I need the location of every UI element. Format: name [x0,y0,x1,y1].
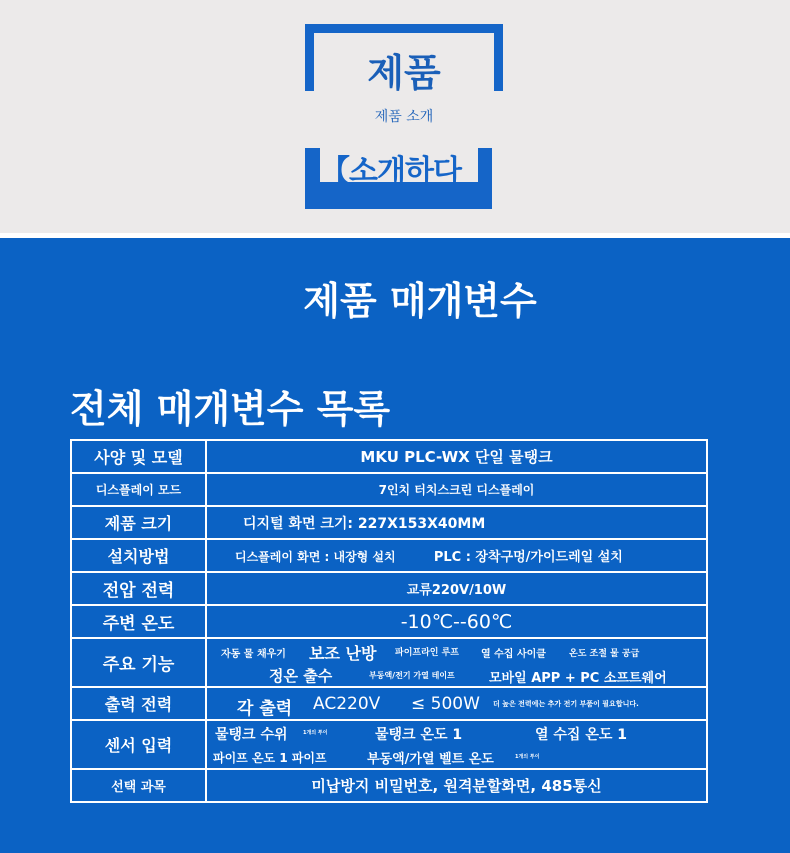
row-value-ambient: -10℃--60℃ [206,605,707,638]
row-value-model: MKU PLC-WX 단일 물탱크 [206,440,707,473]
output-each: 각 출력 [237,699,293,719]
spec-table [70,439,708,803]
table-row [71,769,707,802]
sensor-item: 물탱크 수위 [215,727,288,743]
row-label-display: 디스플레이 모드 [71,473,206,506]
row-value-install [206,539,707,572]
table-row [71,605,707,638]
sensor-item: 물탱크 온도 1 [375,727,463,743]
table-row [71,720,707,769]
table-row [71,638,707,687]
table-row [71,473,707,506]
row-label-options: 선택 과목 [71,769,206,802]
row-value-size: 디지털 화면 크기: 227X153X40MM [206,506,707,539]
function-item: 열 수집 사이클 [481,649,546,660]
list-title: 전체 매개변수 목록 [70,387,391,431]
row-value-voltage: 교류220V/10W [206,572,707,605]
row-label-model: 사양 및 모델 [71,440,206,473]
function-item: 모바일 APP + PC 소프트웨어 [489,671,667,686]
row-value-output [206,687,707,720]
sensor-item: 파이프 온도 1 파이프 [213,751,327,765]
sensor-item: 1개의 투이 [515,754,540,760]
function-item: 보조 난방 [309,644,377,663]
install-plc: PLC : 장착구멍/가이드레일 설치 [433,550,623,565]
row-value-sensor [206,720,707,769]
row-label-install: 설치방법 [71,539,206,572]
sensor-item: 부동액/가열 벨트 온도 [367,752,494,767]
function-item: 온도 조절 물 공급 [569,649,640,659]
function-item: 파이프라인 루프 [395,648,459,658]
product-subtitle: 제품 소개 [374,109,434,125]
sensor-item: 1개의 투이 [303,730,328,736]
product-title: 제품 [367,51,441,95]
output-voltage: AC220V [313,694,381,714]
install-display: 디스플레이 화면 : 내장형 설치 [235,550,396,564]
table-row [71,506,707,539]
table-row [71,687,707,720]
row-label-output: 출력 전력 [71,687,206,720]
function-item: 자동 물 채우기 [221,649,286,660]
section-title: 제품 매개변수 [303,279,537,323]
row-label-size: 제품 크기 [71,506,206,539]
row-label-functions: 주요 기능 [71,638,206,687]
function-item: 부동액/전기 가열 테이프 [369,671,455,680]
row-label-sensor: 센서 입력 [71,720,206,769]
table-row [71,539,707,572]
sensor-item: 열 수집 온도 1 [535,727,627,743]
table-row [71,440,707,473]
row-value-display: 7인치 터치스크린 디스플레이 [206,473,707,506]
row-label-ambient: 주변 온도 [71,605,206,638]
row-label-voltage: 전압 전력 [71,572,206,605]
table-row [71,572,707,605]
function-item: 정온 출수 [269,667,333,685]
row-value-options: 미납방지 비밀번호, 원격분할화면, 485통신 [206,769,707,802]
row-value-functions [206,638,707,687]
output-power: ≤ 500W [411,694,480,714]
intro-label: 【소개하다 [320,154,461,189]
output-note: 더 높은 전력에는 추가 전기 부품이 필요합니다. [493,700,639,708]
